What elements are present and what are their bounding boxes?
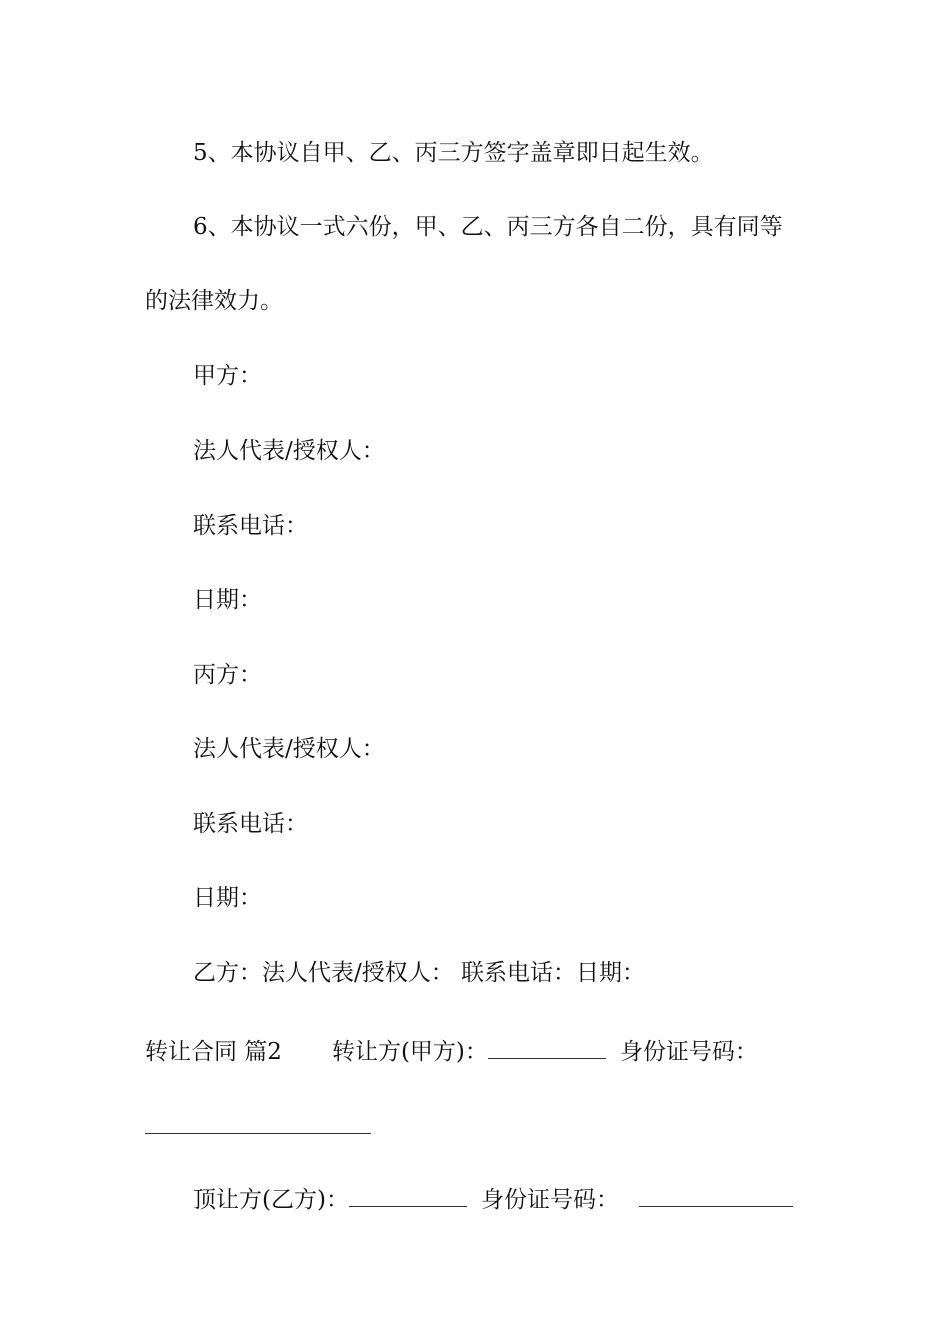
transferee-id-blank[interactable]	[639, 1182, 793, 1207]
party-c-date: 日期：	[193, 885, 262, 911]
party-a-representative: 法人代表/授权人：	[193, 438, 385, 464]
clause-6-line-2: 的法律效力。	[145, 288, 283, 314]
transferee-id-label: 身份证号码：	[480, 1187, 619, 1213]
party-c-label: 丙方：	[193, 662, 262, 688]
party-a-phone: 联系电话：	[193, 513, 308, 539]
transferor-name-blank[interactable]	[488, 1034, 606, 1059]
transferor-id-label: 身份证号码：	[619, 1039, 758, 1065]
clause-6-line-1: 6、本协议一式六份，甲、乙、丙三方各自二份，具有同等	[193, 214, 783, 240]
transferor-label: 转让方(甲方)：	[331, 1039, 488, 1065]
transferee-label: 顶让方(乙方)：	[193, 1187, 349, 1213]
transferee-line	[193, 1182, 793, 1215]
clause-5: 5、本协议自甲、乙、丙三方签字盖章即日起生效。	[193, 140, 714, 166]
contract-2-title: 转让合同 篇2	[145, 1039, 282, 1065]
party-a-date: 日期：	[193, 587, 262, 613]
transferor-id-blank[interactable]	[145, 1133, 371, 1134]
party-b-summary: 乙方：法人代表/授权人： 联系电话：日期：	[193, 960, 646, 986]
party-a-label: 甲方：	[193, 363, 262, 389]
party-c-representative: 法人代表/授权人：	[193, 736, 385, 762]
contract-2-header-line	[145, 1034, 758, 1067]
transferee-name-blank[interactable]	[349, 1182, 467, 1207]
party-c-phone: 联系电话：	[193, 811, 308, 837]
